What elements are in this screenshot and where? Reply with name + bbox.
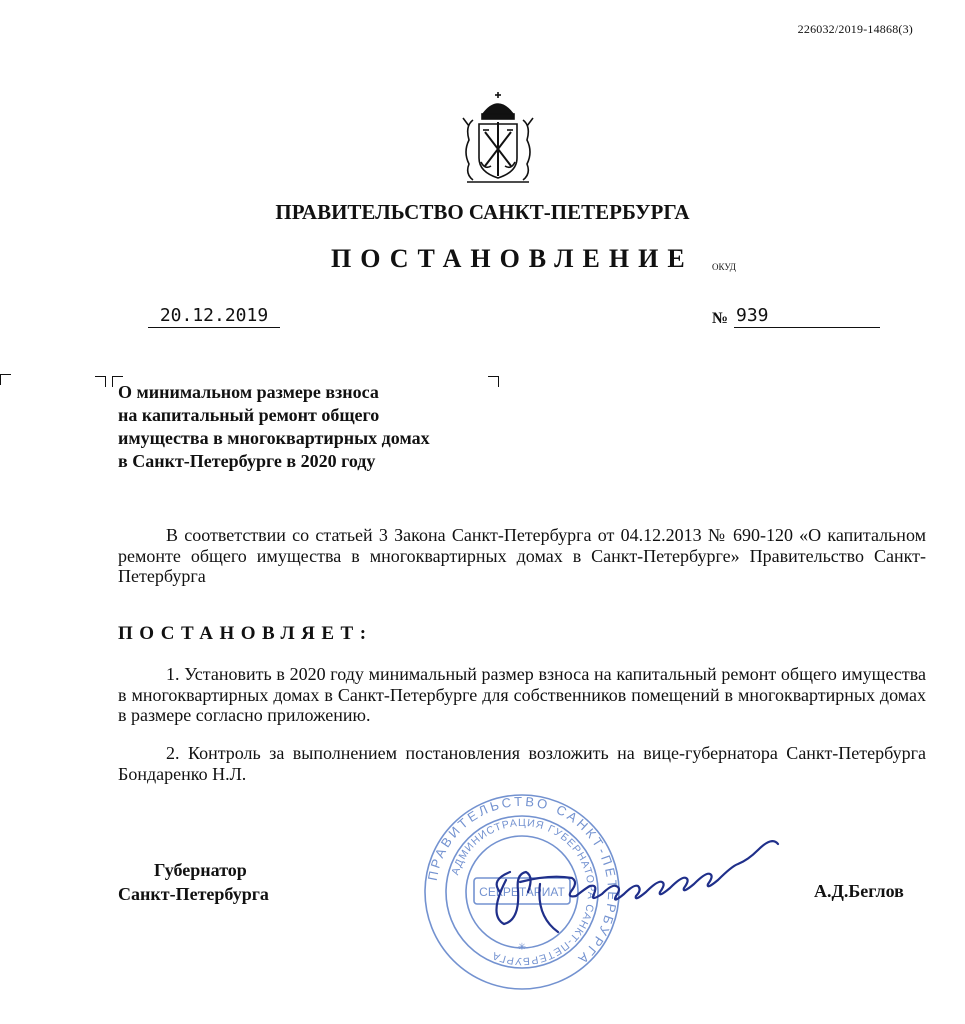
document-type-title: ПОСТАНОВЛЕНИЕ xyxy=(331,244,694,273)
signatory-title-line: Губернатор xyxy=(154,860,247,880)
saint-petersburg-coat-of-arms-icon xyxy=(455,92,541,186)
subject-corner-mark-left xyxy=(95,376,106,387)
item-paragraph xyxy=(118,664,926,726)
handwritten-signature-icon xyxy=(480,820,790,940)
decree-heading: ПОСТАНОВЛЯЕТ: xyxy=(118,623,373,644)
document-registration-number: 226032/2019-14868(3) xyxy=(797,22,913,36)
subject-line: О минимальном размере взноса xyxy=(118,382,379,402)
signatory-name: А.Д.Беглов xyxy=(814,881,904,901)
document-subject xyxy=(118,381,498,473)
stamp-inner-text: АДМИНИСТРАЦИЯ ГУБЕРНАТОРА САНКТ-ПЕТЕРБУРГА xyxy=(449,816,598,968)
document-date: 20.12.2019 xyxy=(148,305,280,328)
organization-name: ПРАВИТЕЛЬСТВО САНКТ-ПЕТЕРБУРГА xyxy=(275,200,690,224)
svg-text:✳: ✳ xyxy=(517,942,527,953)
number-label: № xyxy=(712,310,729,327)
subject-line: имущества в многоквартирных домах xyxy=(118,428,430,448)
item-2-text: 2. Контроль за выполнением постановления возложить на вице-губернатора Санкт-Петербурга Бондаренко Н.Л. xyxy=(118,743,926,784)
subject-line: на капитальный ремонт общего xyxy=(118,405,380,425)
signatory-title-line: Санкт-Петербурга xyxy=(118,884,269,904)
margin-corner-mark xyxy=(0,374,11,385)
signatory-title xyxy=(118,858,269,906)
stamp-center-text: СЕКРЕТАРИАТ xyxy=(479,885,565,899)
okud-label: ОКУД xyxy=(712,262,736,272)
item-paragraph xyxy=(118,743,926,784)
subject-line: в Санкт-Петербурге в 2020 году xyxy=(118,451,376,471)
preamble-text: В соответствии со статьей 3 Закона Санкт-Петербурга от 04.12.2013 № 690-120 «О капитальном ремонте общего имущества в многоквартирных домах в Санкт-Петербурге» Правительство Санкт-Петербурга xyxy=(118,525,926,586)
document-number: 939 xyxy=(734,305,880,328)
preamble-paragraph xyxy=(118,525,926,587)
item-1-text: 1. Установить в 2020 году минимальный размер взноса на капитальный ремонт общего имущества в многоквартирных домах в Санкт-Петербурге для собственников помещений в многоквартирных домах в размере согласно приложению. xyxy=(118,664,926,725)
stamp-outer-text: ПРАВИТЕЛЬСТВО САНКТ-ПЕТЕРБУРГА xyxy=(424,793,621,969)
